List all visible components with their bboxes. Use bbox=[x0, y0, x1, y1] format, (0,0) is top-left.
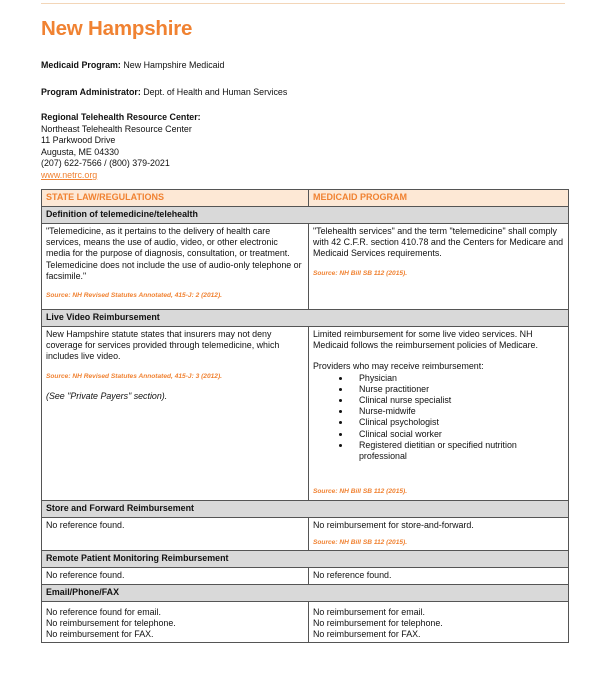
resource-center-label: Regional Telehealth Resource Center: bbox=[41, 112, 201, 122]
state-law-line: No reimbursement for FAX. bbox=[46, 629, 154, 640]
state-law-source: Source: NH Revised Statutes Annotated, 415-J: 2 (2012). bbox=[46, 292, 223, 300]
medicaid-line: No reimbursement for FAX. bbox=[313, 629, 421, 640]
table-header-row bbox=[42, 190, 569, 207]
medicaid-cell bbox=[309, 568, 569, 584]
section-row-live-video bbox=[42, 310, 569, 327]
providers-list bbox=[313, 373, 564, 463]
state-law-line: No reference found for email. bbox=[46, 606, 161, 617]
state-law-text: No reference found. bbox=[46, 570, 125, 581]
medicaid-source: Source: NH Bill SB 112 (2015). bbox=[313, 539, 408, 547]
medicaid-program-value: New Hampshire Medicaid bbox=[123, 60, 225, 70]
section-title: Definition of telemedicine/telehealth bbox=[42, 207, 569, 224]
providers-intro: Providers who may receive reimbursement: bbox=[313, 361, 484, 372]
medicaid-cell bbox=[309, 224, 569, 310]
medicaid-line: No reimbursement for telephone. bbox=[313, 617, 443, 628]
top-divider-rule bbox=[41, 3, 565, 4]
header-state-law: STATE LAW/REGULATIONS bbox=[42, 190, 309, 207]
provider-item: • Clinical nurse specialist bbox=[351, 395, 564, 406]
program-administrator-line bbox=[41, 87, 287, 99]
page-title: New Hampshire bbox=[41, 17, 193, 40]
medicaid-text: No reference found. bbox=[313, 570, 392, 581]
section-row-remote-patient-monitoring bbox=[42, 551, 569, 568]
table-row bbox=[42, 568, 569, 584]
telehealth-policy-table bbox=[41, 189, 569, 643]
state-law-text: No reference found. bbox=[46, 520, 125, 530]
medicaid-text: "Telehealth services" and the term "telemedicine" shall comply with 42 C.F.R. section 410.78 and the Centers for Medicare and Medicaid Services requirements. bbox=[313, 226, 564, 259]
resource-center-website-link[interactable]: www.netrc.org bbox=[41, 169, 98, 180]
table-row bbox=[42, 327, 569, 501]
provider-item: • Registered dietitian or specified nutrition professional bbox=[351, 440, 564, 462]
medicaid-cell bbox=[309, 518, 569, 551]
state-law-cell bbox=[42, 224, 309, 310]
section-row-definition bbox=[42, 207, 569, 224]
resource-center-street: 11 Parkwood Drive bbox=[41, 135, 116, 146]
medicaid-text: No reimbursement for store-and-forward. bbox=[313, 520, 474, 530]
table-row bbox=[42, 224, 569, 310]
medicaid-program-label: Medicaid Program: bbox=[41, 60, 121, 70]
medicaid-cell bbox=[309, 601, 569, 643]
resource-center-block bbox=[41, 112, 201, 182]
medicaid-line: No reimbursement for email. bbox=[313, 606, 425, 617]
medicaid-cell bbox=[309, 327, 569, 501]
section-title: Email/Phone/FAX bbox=[42, 584, 569, 601]
provider-item: • Nurse practitioner bbox=[351, 384, 564, 395]
provider-item: • Clinical psychologist bbox=[351, 417, 564, 428]
resource-center-phone: (207) 622-7566 / (800) 379-2021 bbox=[41, 158, 170, 169]
provider-item: • Physician bbox=[351, 373, 564, 384]
medicaid-source: Source: NH Bill SB 112 (2015). bbox=[313, 487, 408, 495]
state-law-line: No reimbursement for telephone. bbox=[46, 617, 176, 628]
medicaid-text: Limited reimbursement for some live video services. NH Medicaid follows the reimbursement policies of Medicare. bbox=[313, 329, 538, 351]
section-title: Live Video Reimbursement bbox=[42, 310, 569, 327]
section-row-email-phone-fax bbox=[42, 584, 569, 601]
program-administrator-label: Program Administrator: bbox=[41, 87, 141, 97]
table-row bbox=[42, 518, 569, 551]
section-title: Store and Forward Reimbursement bbox=[42, 501, 569, 518]
state-law-cell bbox=[42, 327, 309, 501]
medicaid-source: Source: NH Bill SB 112 (2015). bbox=[313, 269, 408, 277]
state-law-text: New Hampshire statute states that insurers may not deny coverage for services provided through telemedicine, which includes live video. bbox=[46, 329, 280, 362]
medicaid-program-line bbox=[41, 60, 225, 72]
state-law-text: "Telemedicine, as it pertains to the delivery of health care services, means the use of audio, video, or other electronic media for the purpose of diagnosis, consultation, or treatment. Telemedicine does not include the use of audio-only telephone or facsimile." bbox=[46, 226, 302, 281]
section-title: Remote Patient Monitoring Reimbursement bbox=[42, 551, 569, 568]
state-law-cell bbox=[42, 518, 309, 551]
state-law-cell bbox=[42, 601, 309, 643]
section-row-store-forward bbox=[42, 501, 569, 518]
provider-item: • Nurse-midwife bbox=[351, 406, 564, 417]
resource-center-name: Northeast Telehealth Resource Center bbox=[41, 123, 192, 134]
state-law-note: (See "Private Payers" section). bbox=[46, 390, 168, 401]
program-administrator-value: Dept. of Health and Human Services bbox=[143, 87, 288, 97]
header-medicaid-program: MEDICAID PROGRAM bbox=[309, 190, 569, 207]
state-law-cell bbox=[42, 568, 309, 584]
resource-center-city: Augusta, ME 04330 bbox=[41, 146, 119, 157]
provider-item: • Clinical social worker bbox=[351, 429, 564, 440]
state-law-source: Source: NH Revised Statutes Annotated, 415-J: 3 (2012). bbox=[46, 372, 223, 380]
table-row bbox=[42, 601, 569, 643]
